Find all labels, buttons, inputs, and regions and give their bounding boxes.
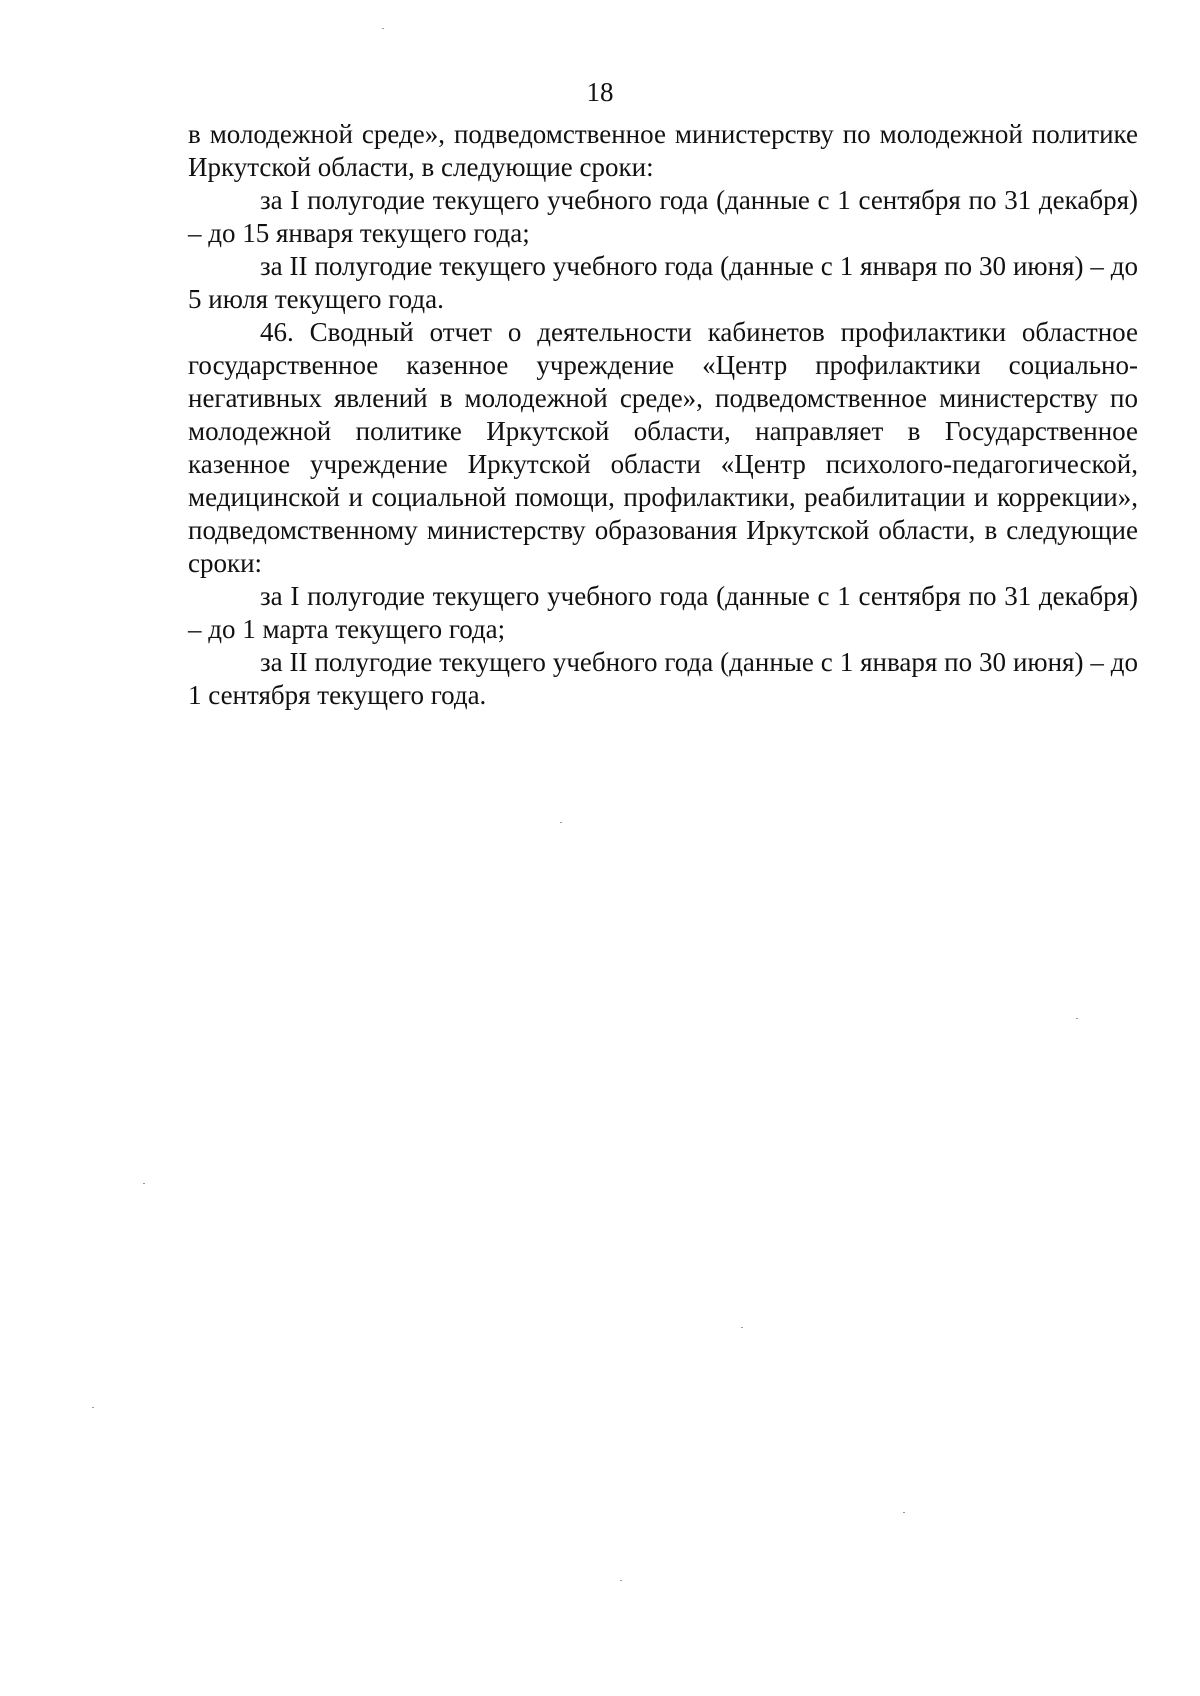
scan-speck bbox=[382, 28, 384, 29]
scan-speck bbox=[92, 1407, 94, 1408]
page-number: 18 bbox=[586, 77, 614, 107]
scan-speck bbox=[560, 822, 562, 823]
paragraph-3: за II полугодие текущего учебного года (данные с 1 января по 30 июня) – до 5 июля текущего года. bbox=[188, 251, 1138, 314]
paragraph-2: за I полугодие текущего учебного года (данные с 1 сентября по 31 декабря) – до 15 января текущего года; bbox=[188, 185, 1138, 248]
document-body bbox=[188, 118, 1138, 712]
scan-speck bbox=[620, 1580, 622, 1581]
scan-speck bbox=[143, 1183, 145, 1184]
paragraph-5: за I полугодие текущего учебного года (данные с 1 сентября по 31 декабря) – до 1 марта текущего года; bbox=[188, 581, 1138, 644]
paragraph-6: за II полугодие текущего учебного года (данные с 1 января по 30 июня) – до 1 сентября текущего года. bbox=[188, 647, 1138, 710]
scan-speck bbox=[903, 1512, 905, 1513]
scan-speck bbox=[1076, 1018, 1078, 1019]
paragraph-1: в молодежной среде», подведомственное министерству по молодежной политике Иркутской области, в следующие сроки: bbox=[188, 119, 1138, 182]
paragraph-4: 46. Сводный отчет о деятельности кабинетов профилактики областное государственное казенное учреждение «Центр профилактики социально-негативных явлений в молодежной среде», подведомственное министерству по молодежной политике Иркутской области, направляет в Государственное казенное учреждение Иркутской области «Центр психолого-педагогической, медицинской и социальной помощи, профилактики, реабилитации и коррекции», подведомственному министерству образования Иркутской области, в следующие сроки: bbox=[188, 317, 1138, 578]
scan-speck bbox=[741, 1327, 743, 1328]
